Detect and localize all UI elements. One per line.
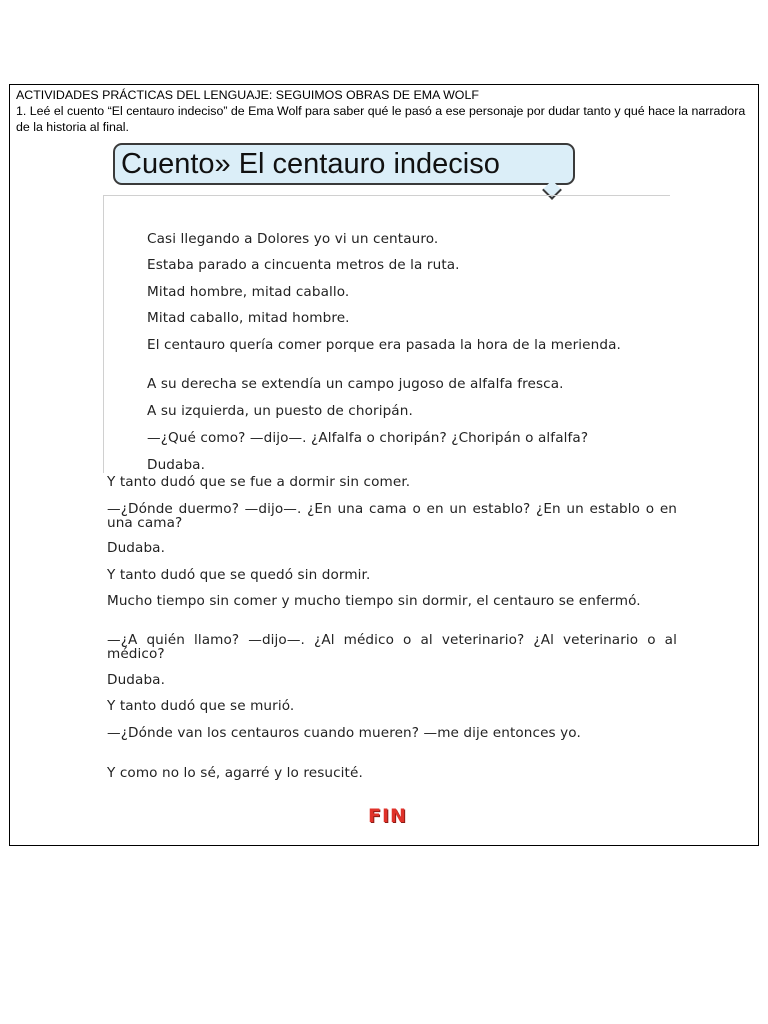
worksheet-header bbox=[16, 87, 752, 135]
story-paragraph: Mucho tiempo sin comer y mucho tiempo sin dormir, el centauro se enfermó. bbox=[107, 593, 641, 609]
worksheet-frame bbox=[9, 84, 759, 846]
activity-instruction: 1. Leé el cuento “El centauro indeciso” de Ema Wolf para saber qué le pasó a ese personaje por dudar tanto y qué hace la narradora de la historia al final. bbox=[16, 104, 746, 134]
story-paragraph: Y como no lo sé, agarré y lo resucité. bbox=[107, 765, 363, 781]
story-paragraph: A su izquierda, un puesto de choripán. bbox=[147, 403, 413, 419]
story-paragraph: Mitad hombre, mitad caballo. bbox=[147, 284, 350, 300]
story-paragraph: —¿A quién llamo? —dijo—. ¿Al médico o al veterinario? ¿Al veterinario o al médico? bbox=[107, 632, 677, 662]
worksheet-title: ACTIVIDADES PRÁCTICAS DEL LENGUAJE: SEGUIMOS OBRAS DE EMA WOLF bbox=[16, 88, 479, 102]
story-heading-bubble: Cuento» El centauro indeciso bbox=[113, 143, 575, 185]
story-paragraph: Estaba parado a cincuenta metros de la ruta. bbox=[147, 257, 460, 273]
story-paragraph: Dudaba. bbox=[147, 457, 206, 473]
story-paragraph: A su derecha se extendía un campo jugoso de alfalfa fresca. bbox=[147, 376, 564, 392]
story-paragraph: Casi llegando a Dolores yo vi un centauro. bbox=[147, 231, 439, 247]
story-paragraph: Y tanto dudó que se murió. bbox=[107, 698, 295, 714]
story-paragraph: Dudaba. bbox=[107, 672, 166, 688]
story-paragraph: —¿Dónde duermo? —dijo—. ¿En una cama o en un establo? ¿En un establo o en una cama? bbox=[107, 501, 677, 531]
story-paragraph: Y tanto dudó que se quedó sin dormir. bbox=[107, 567, 371, 583]
story-paragraph: Mitad caballo, mitad hombre. bbox=[147, 310, 350, 326]
story-paragraph: Y tanto dudó que se fue a dormir sin comer. bbox=[107, 474, 411, 490]
story-paragraph: —¿Qué como? —dijo—. ¿Alfalfa o choripán? ¿Choripán o alfalfa? bbox=[147, 430, 589, 446]
story-end-label: FIN bbox=[368, 805, 407, 827]
story-paragraph: —¿Dónde van los centauros cuando mueren? —me dije entonces yo. bbox=[107, 725, 581, 741]
story-paragraph: Dudaba. bbox=[107, 540, 166, 556]
story-paragraph: El centauro quería comer porque era pasada la hora de la merienda. bbox=[147, 337, 621, 353]
